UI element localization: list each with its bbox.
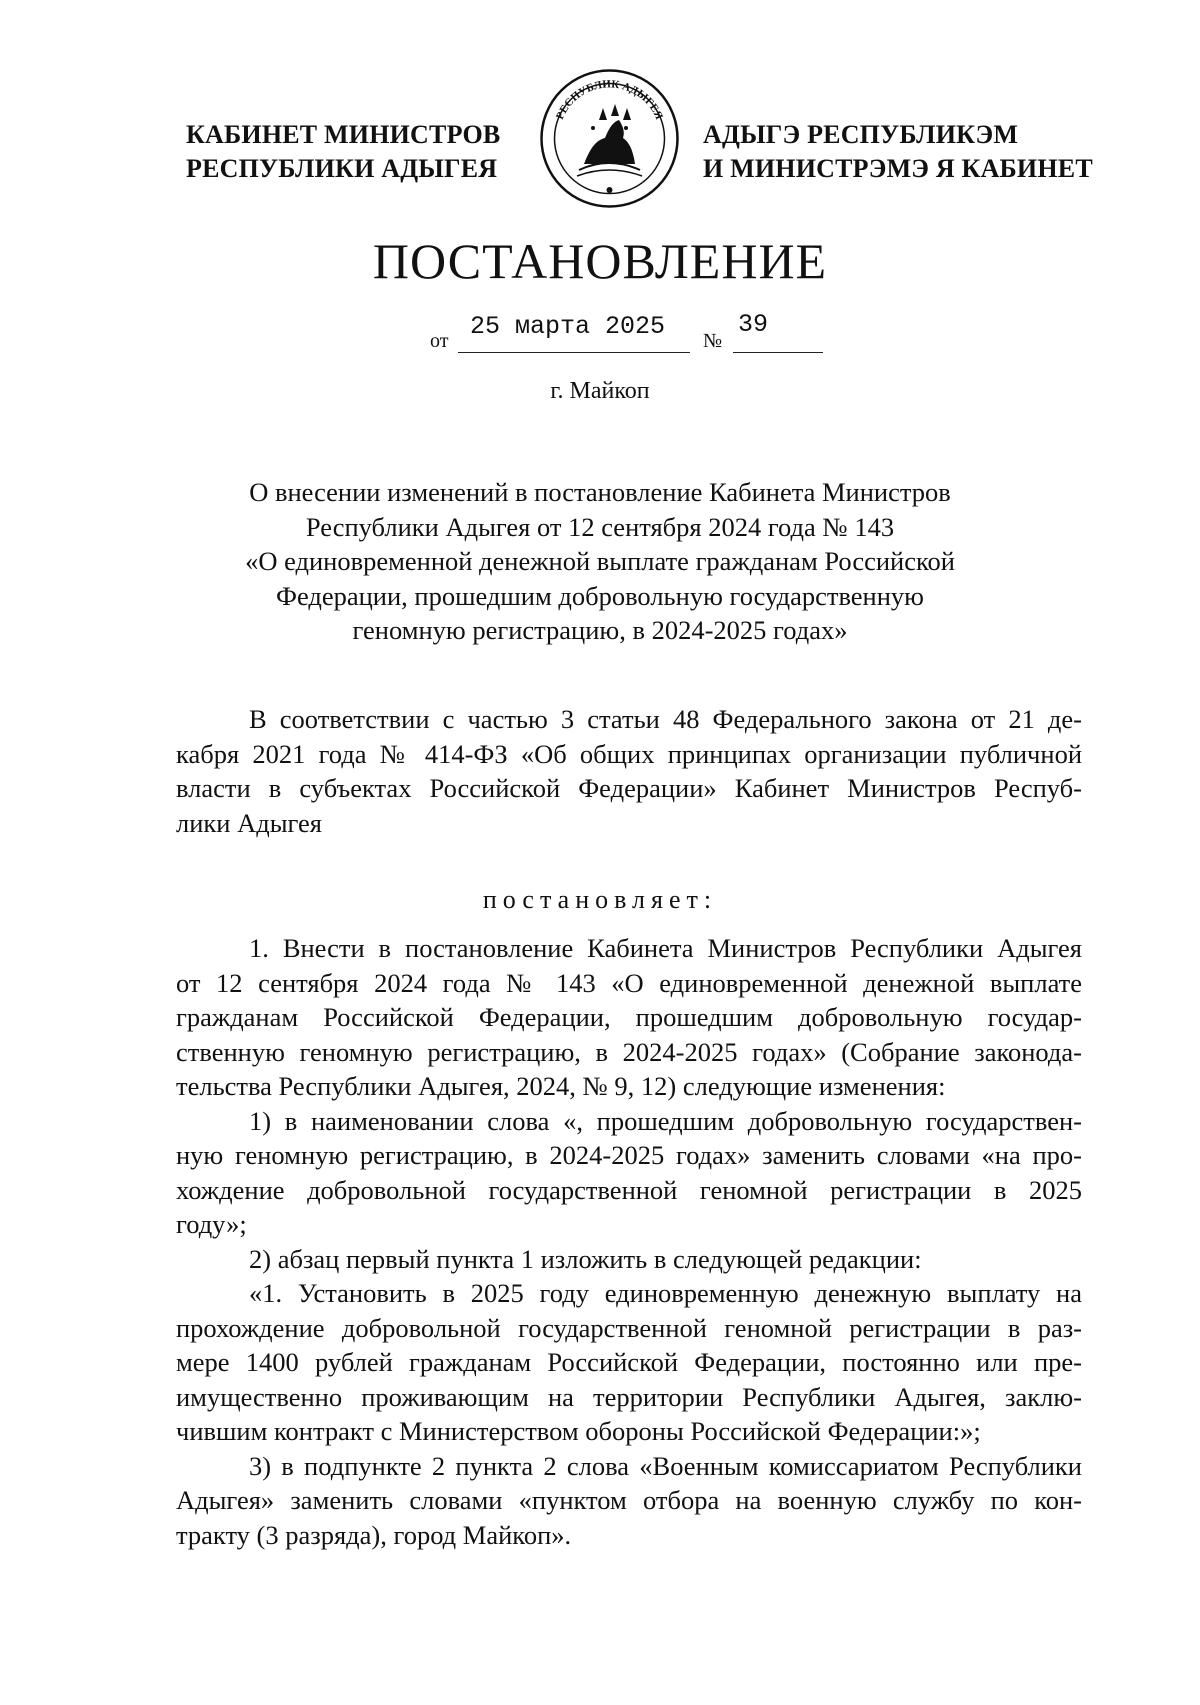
document-date: 25 марта 2025 bbox=[470, 312, 666, 341]
issuer-name-adyghe bbox=[703, 118, 1093, 186]
decree-body bbox=[176, 931, 1082, 1552]
subparagraph-3 bbox=[176, 1449, 1082, 1553]
number-label: № bbox=[703, 330, 723, 352]
quoted-paragraph bbox=[176, 1276, 1082, 1449]
paragraph-line: ную геномную регистрацию, в 2024-2025 годах» заменить словами «на про- bbox=[176, 1140, 1082, 1170]
coat-of-arms-emblem bbox=[539, 68, 680, 209]
paragraph-line: 3) в подпункте 2 пункта 2 слова «Военным комиссариатом Республики bbox=[249, 1450, 1082, 1481]
subject-line: «О единовременной денежной выплате гражданам Российской bbox=[245, 546, 955, 576]
paragraph-line: хождение добровольной государственной геномной регистрации в 2025 bbox=[176, 1174, 1082, 1205]
paragraph-line: мере 1400 рублей гражданам Российской Федерации, постоянно или пре- bbox=[176, 1347, 1082, 1377]
issuer-name-russian bbox=[186, 118, 500, 186]
document-subject bbox=[0, 475, 1200, 648]
issuer-line: РЕСПУБЛИКИ АДЫГЕЯ bbox=[186, 154, 498, 183]
document-number: 39 bbox=[738, 310, 769, 339]
preamble-paragraph bbox=[176, 702, 1082, 840]
issuer-line: КАБИНЕТ МИНИСТРОВ bbox=[186, 120, 501, 149]
preamble-line: власти в субъектах Российской Федерации» Кабинет Министров Респуб- bbox=[176, 773, 1082, 803]
preamble-line: лики Адыгея bbox=[176, 807, 322, 838]
emblem-text: РЕСПУБЛИК АДЫГЕЯ bbox=[553, 78, 666, 122]
subparagraph-1 bbox=[176, 1104, 1082, 1242]
paragraph-1 bbox=[176, 931, 1082, 1104]
subject-line: геномную регистрацию, в 2024-2025 годах» bbox=[352, 615, 848, 645]
paragraph-line: от 12 сентября 2024 года № 143 «О единовременной денежной выплате bbox=[176, 967, 1082, 998]
paragraph-line: тракту (3 разряда), город Майкоп». bbox=[176, 1519, 572, 1550]
paragraph-line: ственную геномную регистрацию, в 2024-2025 годах» (Собрание законода- bbox=[176, 1036, 1082, 1067]
issuer-line: АДЫГЭ РЕСПУБЛИКЭМ bbox=[703, 120, 1019, 149]
paragraph-line: чившим контракт с Министерством обороны Российской Федерации:»; bbox=[176, 1416, 981, 1446]
subject-line: Республики Адыгея от 12 сентября 2024 года № 143 bbox=[305, 511, 895, 542]
issuer-line: И МИНИСТРЭМЭ Я КАБИНЕТ bbox=[703, 154, 1093, 183]
paragraph-line: имущественно проживающим на территории Республики Адыгея, заклю- bbox=[176, 1381, 1082, 1412]
decree-word: постановляет: bbox=[482, 885, 718, 914]
subject-line: Федерации, прошедшим добровольную государственную bbox=[276, 580, 924, 611]
paragraph-line: прохождение добровольной государственной геномной регистрации в раз- bbox=[176, 1312, 1082, 1343]
preamble-line: кабря 2021 года № 414-ФЗ «Об общих принципах организации публичной bbox=[176, 738, 1082, 769]
paragraph-line: 2) абзац первый пункта 1 изложить в следующей редакции: bbox=[249, 1243, 922, 1274]
issue-city: г. Майкоп bbox=[550, 378, 650, 404]
number-underline bbox=[733, 352, 823, 353]
paragraph-line: Адыгея» заменить словами «пунктом отбора на военную службу по кон- bbox=[176, 1485, 1082, 1515]
date-underline bbox=[458, 352, 690, 353]
paragraph-line: гражданам Российской Федерации, прошедшим добровольную государ- bbox=[176, 1002, 1082, 1032]
preamble-line: В соответствии с частью 3 статьи 48 Федерального закона от 21 де- bbox=[249, 704, 1082, 734]
svg-text:РЕСПУБЛИК АДЫГЕЯ bbox=[554, 78, 665, 121]
paragraph-line: году»; bbox=[176, 1209, 247, 1239]
date-label: от bbox=[430, 330, 449, 352]
paragraph-line: тельства Республики Адыгея, 2024, № 9, 12) следующие изменения: bbox=[176, 1071, 946, 1101]
document-title: ПОСТАНОВЛЕНИЕ bbox=[372, 233, 828, 289]
date-number-line bbox=[0, 310, 1200, 354]
paragraph-line: «1. Установить в 2025 году единовременную денежную выплату на bbox=[249, 1278, 1082, 1308]
subject-line: О внесении изменений в постановление Кабинета Министров bbox=[249, 477, 951, 507]
paragraph-line: 1) в наименовании слова «, прошедшим добровольную государствен- bbox=[249, 1105, 1082, 1136]
paragraph-line: 1. Внести в постановление Кабинета Министров Республики Адыгея bbox=[249, 933, 1082, 963]
subparagraph-2 bbox=[176, 1242, 1082, 1277]
